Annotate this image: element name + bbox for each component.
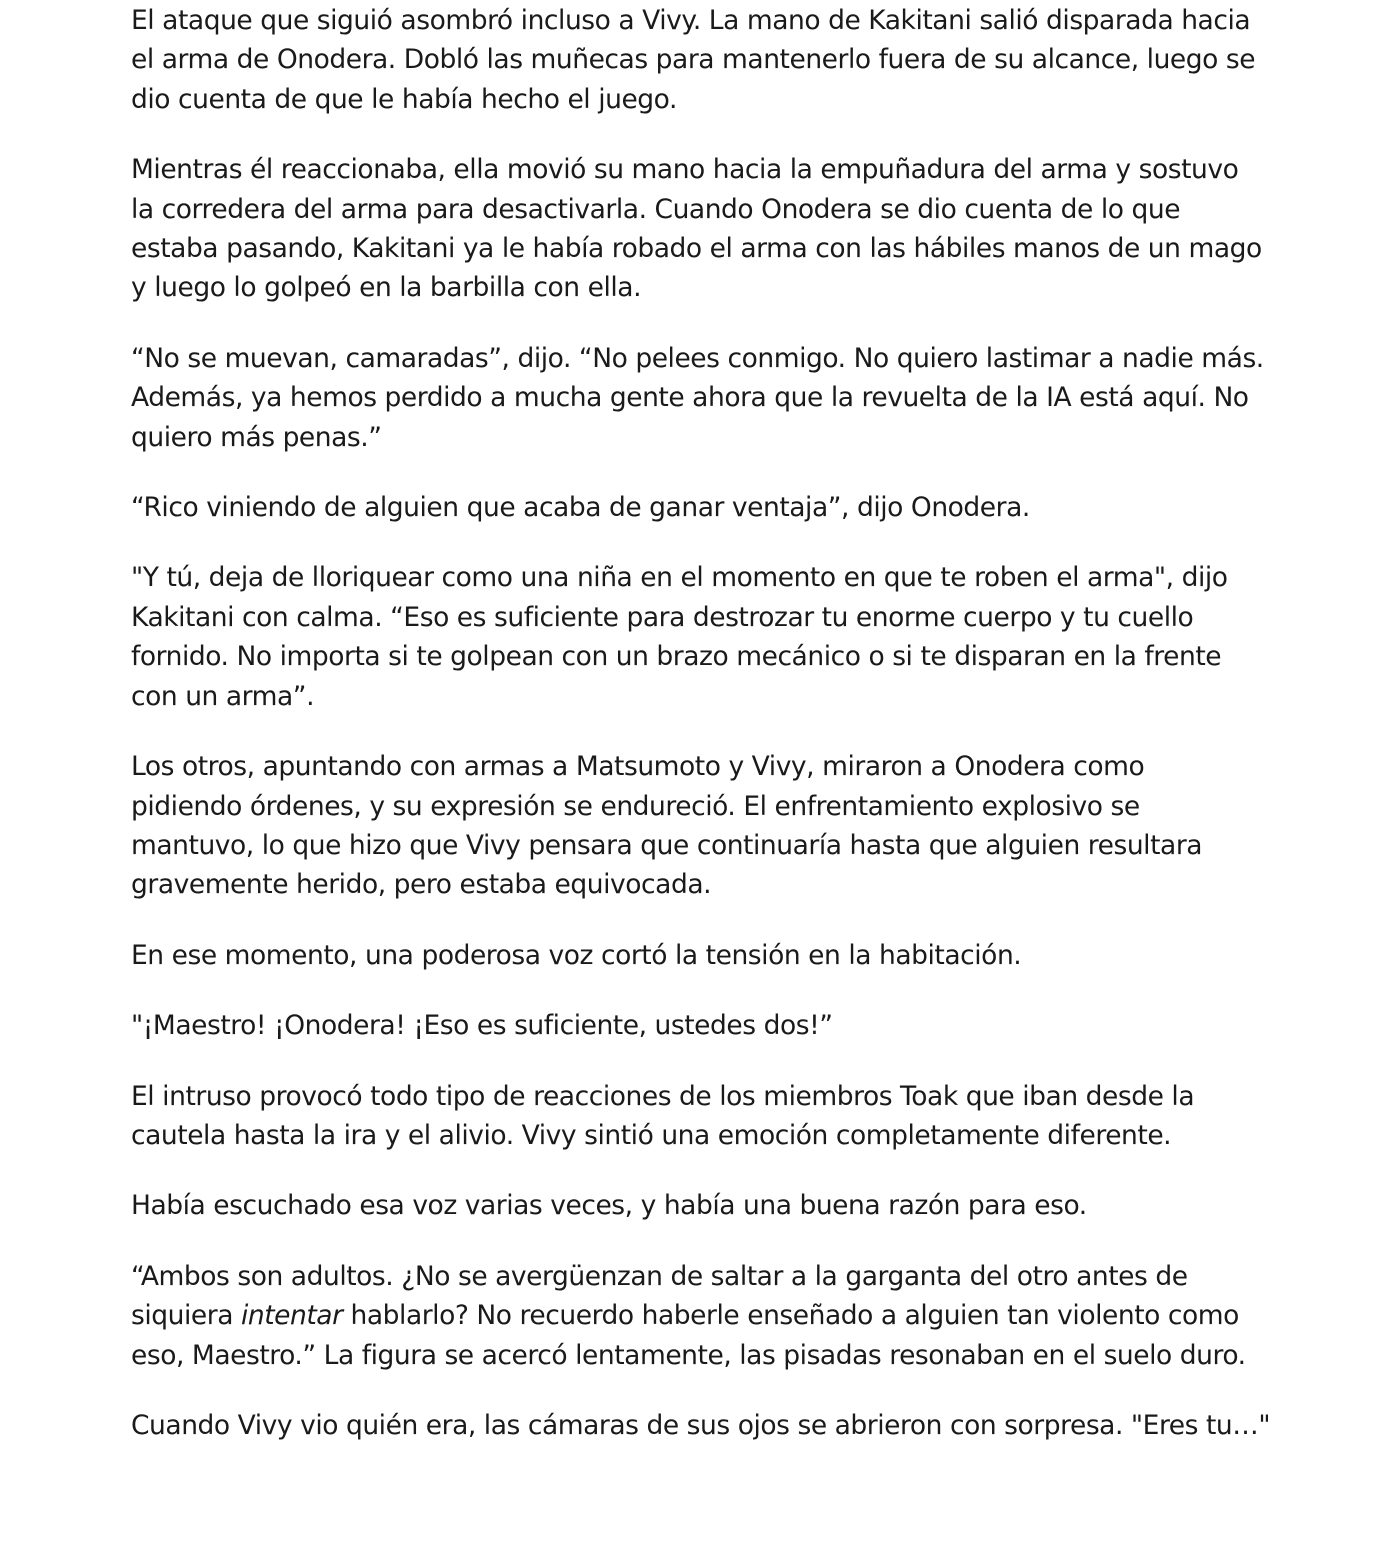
paragraph-2 — [131, 150, 1291, 308]
text-line: Cuando Vivy vio quién era, las cámaras de sus ojos se abrieron con sorpresa. "Eres tu…" — [131, 1409, 1271, 1441]
text-line: mantuvo, lo que hizo que Vivy pensara que continuaría hasta que alguien resultara — [131, 829, 1203, 861]
text-line: quiero más penas.” — [131, 421, 382, 453]
paragraph-4 — [131, 488, 1291, 527]
text-line: "¡Maestro! ¡Onodera! ¡Eso es suficiente, ustedes dos!” — [131, 1010, 833, 1042]
text-line: el arma de Onodera. Dobló las muñecas para mantenerlo fuera de su alcance, luego se — [131, 44, 1256, 76]
text-line: Había escuchado esa voz varias veces, y había una buena razón para eso. — [131, 1190, 1087, 1222]
text-line: “No se muevan, camaradas”, dijo. “No pelees conmigo. No quiero lastimar a nadie más. — [131, 342, 1264, 374]
text-line: "Y tú, deja de lloriquear como una niña en el momento en que te roben el arma", dijo — [131, 562, 1228, 594]
paragraph-5 — [131, 558, 1291, 716]
text-line: fornido. No importa si te golpean con un brazo mecánico o si te disparan en la frente — [131, 641, 1222, 673]
text-line: El ataque que siguió asombró incluso a Vivy. La mano de Kakitani salió disparada hacia — [131, 5, 1251, 36]
text-line: la corredera del arma para desactivarla. Cuando Onodera se dio cuenta de lo que — [131, 193, 1181, 225]
text-line: El intruso provocó todo tipo de reacciones de los miembros Toak que iban desde la — [131, 1080, 1195, 1112]
paragraph-12 — [131, 1406, 1291, 1445]
text-line: Los otros, apuntando con armas a Matsumoto y Vivy, miraron a Onodera como — [131, 751, 1145, 783]
text-line: y luego lo golpeó en la barbilla con ella. — [131, 272, 642, 304]
text-line: “Rico viniendo de alguien que acaba de ganar ventaja”, dijo Onodera. — [131, 492, 1030, 524]
text-line: dio cuenta de que le había hecho el juego. — [131, 83, 677, 115]
text-line: pidiendo órdenes, y su expresión se endureció. El enfrentamiento explosivo se — [131, 790, 1140, 822]
text-line: “Ambos son adultos. ¿No se avergüenzan de saltar a la garganta del otro antes de — [131, 1260, 1188, 1292]
text-line: con un arma”. — [131, 680, 315, 712]
text-line: cautela hasta la ira y el alivio. Vivy sintió una emoción completamente diferente. — [131, 1119, 1172, 1151]
paragraph-8 — [131, 1006, 1291, 1045]
text-line: Además, ya hemos perdido a mucha gente ahora que la revuelta de la IA está aquí. No — [131, 382, 1249, 414]
emphasis-text: intentar — [240, 1300, 343, 1332]
paragraph-7 — [131, 936, 1291, 975]
text-line: gravemente herido, pero estaba equivocada. — [131, 869, 712, 901]
text-line: En ese momento, una poderosa voz cortó la tensión en la habitación. — [131, 939, 1022, 971]
paragraph-1 — [131, 1, 1291, 119]
document-page — [131, 0, 1291, 1476]
text-line: eso, Maestro.” La figura se acercó lentamente, las pisadas resonaban en el suelo duro. — [131, 1339, 1246, 1371]
paragraph-6 — [131, 747, 1291, 905]
paragraph-3 — [131, 339, 1291, 457]
text-line: Mientras él reaccionaba, ella movió su mano hacia la empuñadura del arma y sostuvo — [131, 154, 1239, 186]
text-line: siquiera intentar hablarlo? No recuerdo haberle enseñado a alguien tan violento como — [131, 1300, 1239, 1332]
paragraph-10 — [131, 1186, 1291, 1225]
text-line: Kakitani con calma. “Eso es suficiente para destrozar tu enorme cuerpo y tu cuello — [131, 601, 1194, 633]
paragraph-11 — [131, 1257, 1291, 1375]
paragraph-9 — [131, 1077, 1291, 1156]
text-line: estaba pasando, Kakitani ya le había robado el arma con las hábiles manos de un mago — [131, 233, 1262, 265]
